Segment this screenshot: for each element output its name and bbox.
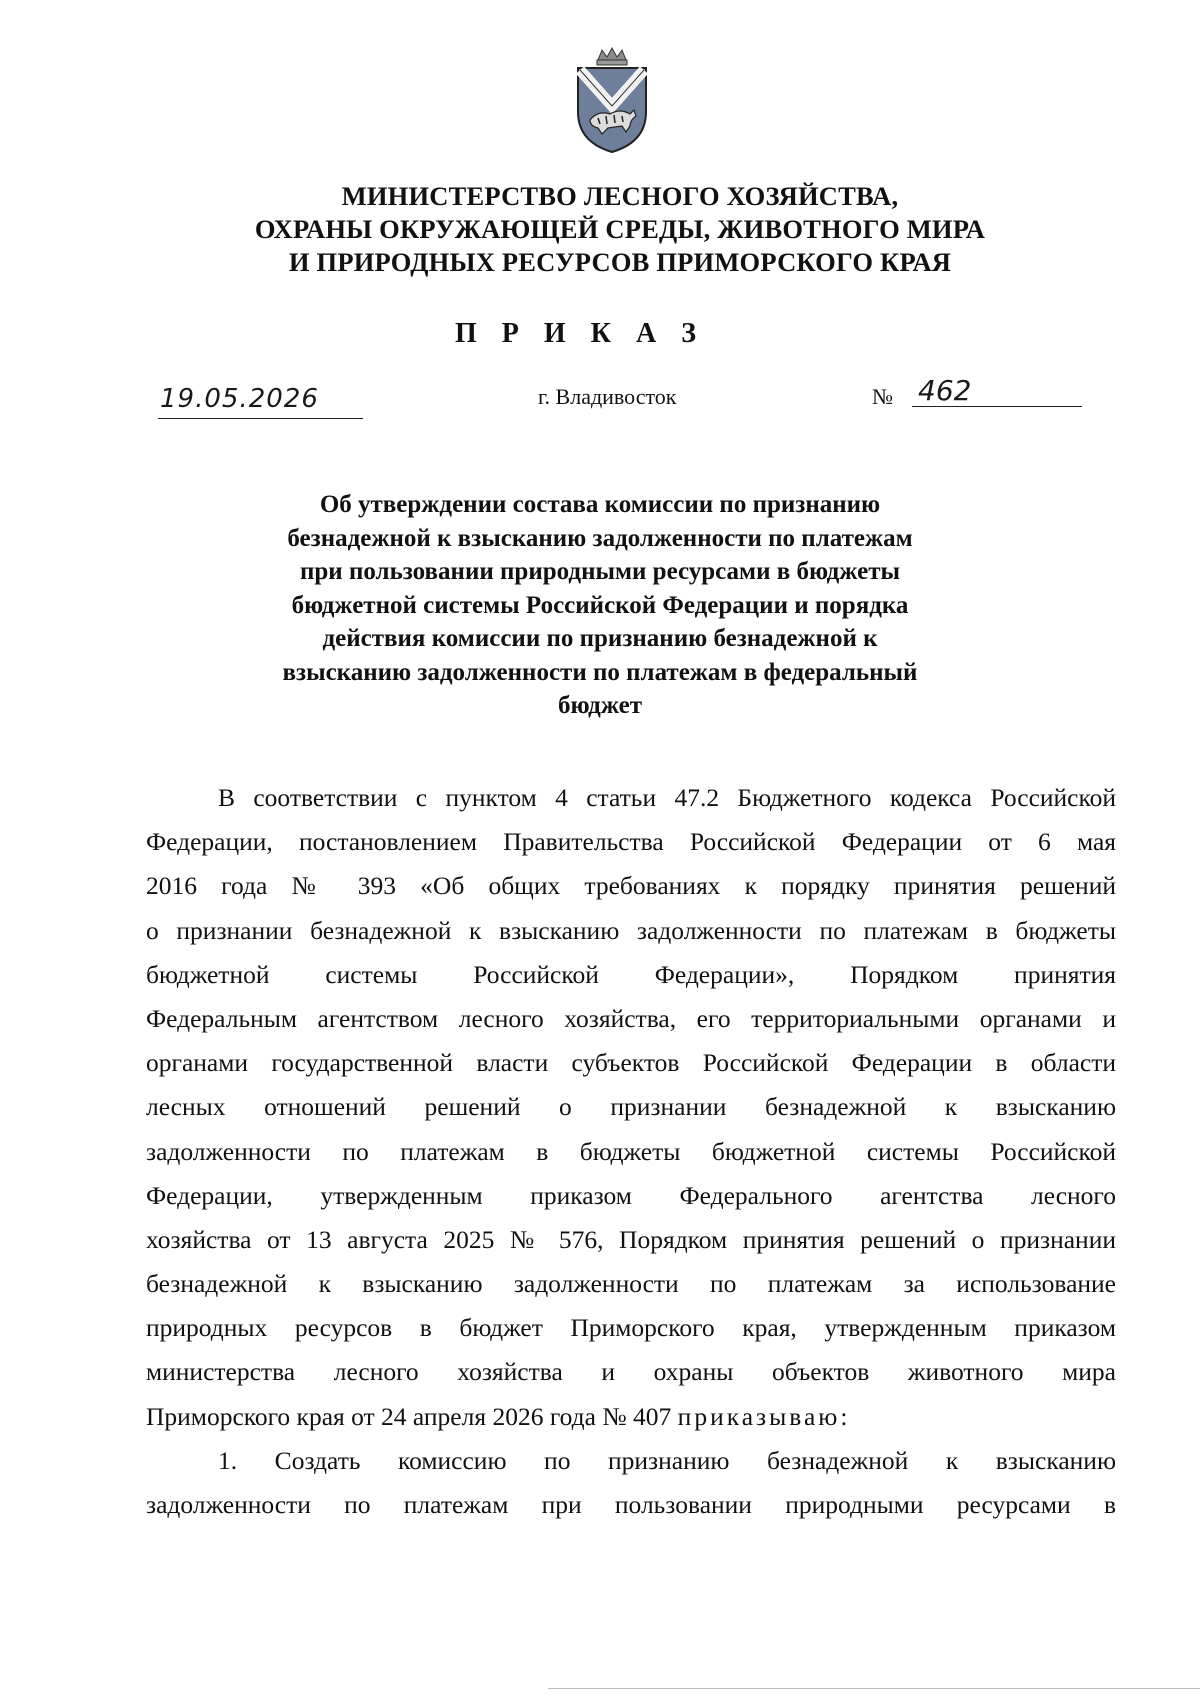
body-line-prefix: Приморского края от 24 апреля 2026 года № 407 [146,1401,672,1431]
body-line: Федерации, постановлением Правительства Российской Федерации от 6 мая [146,827,1116,857]
handwritten-date: 19.05.2026 [160,384,319,414]
city-label: г. Владивосток [538,384,677,409]
ministry-name [140,180,1100,279]
ministry-line-1: МИНИСТЕРСТВО ЛЕСНОГО ХОЗЯЙСТВА, [341,181,899,211]
ministry-line-2: ОХРАНЫ ОКРУЖАЮЩЕЙ СРЕДЫ, ЖИВОТНОГО МИРА [254,214,986,244]
coat-of-arms-emblem [568,46,656,156]
body-line: В соответствии с пунктом 4 статьи 47.2 Бюджетного кодекса Российской [218,783,1116,812]
body-line: Федеральным агентством лесного хозяйства, его территориальными органами и [146,1003,1116,1033]
body-line: природных ресурсов в бюджет Приморского края, утвержденным приказом [146,1313,1116,1343]
body-line: Федерации, утвержденным приказом Федерального агентства лесного [146,1180,1116,1210]
item-1-line: 1. Создать комиссию по признанию безнадежной к взысканию [218,1445,1116,1475]
handwritten-number: 462 [918,374,972,407]
subject-line: взысканию задолженности по платежам в федеральный [282,658,918,686]
number-underline [912,406,1082,407]
order-subject [230,488,970,723]
subject-line: бюджетной системы Российской Федерации и порядка [291,591,909,619]
item-1-line: задолженности по платежам при пользовании природными ресурсами в [146,1490,1116,1519]
body-line: хозяйства от 13 августа 2025 № 576, Порядком принятия решений о признании [146,1224,1116,1254]
date-underline [158,418,363,419]
body-line: задолженности по платежам в бюджеты бюджетной системы Российской [146,1136,1116,1166]
subject-line: при пользовании природными ресурсами в бюджеты [300,558,900,585]
body-line: 2016 года № 393 «Об общих требованиях к порядку принятия решений [146,871,1116,901]
body-line: о признании безнадежной к взысканию задолженности по платежам в бюджеты [146,915,1116,945]
ministry-line-3: И ПРИРОДНЫХ РЕСУРСОВ ПРИМОРСКОГО КРАЯ [288,247,952,277]
subject-line: бюджет [558,692,642,719]
body-line: бюджетной системы Российской Федерации», Порядком принятия [146,959,1116,989]
document-type-title: П Р И К А З [455,318,705,349]
subject-line: действия комиссии по признанию безнадежной к [322,625,878,652]
subject-line: Об утверждении состава комиссии по признанию [319,491,881,518]
number-sign: № [872,384,893,409]
body-line: министерства лесного хозяйства и охраны объектов животного мира [146,1357,1116,1387]
body-line: лесных отношений решений о признании безнадежной к взысканию [146,1092,1116,1122]
body-line: органами государственной власти субъектов Российской Федерации в области [146,1048,1116,1078]
order-body [146,776,1116,1527]
body-line-final [146,1395,1116,1439]
scan-edge-line [548,1688,1200,1689]
subject-line: безнадежной к взысканию задолженности по платежам [287,524,913,552]
body-line: безнадежной к взысканию задолженности по платежам за использование [146,1269,1116,1299]
order-keyword: приказываю: [677,1401,851,1431]
